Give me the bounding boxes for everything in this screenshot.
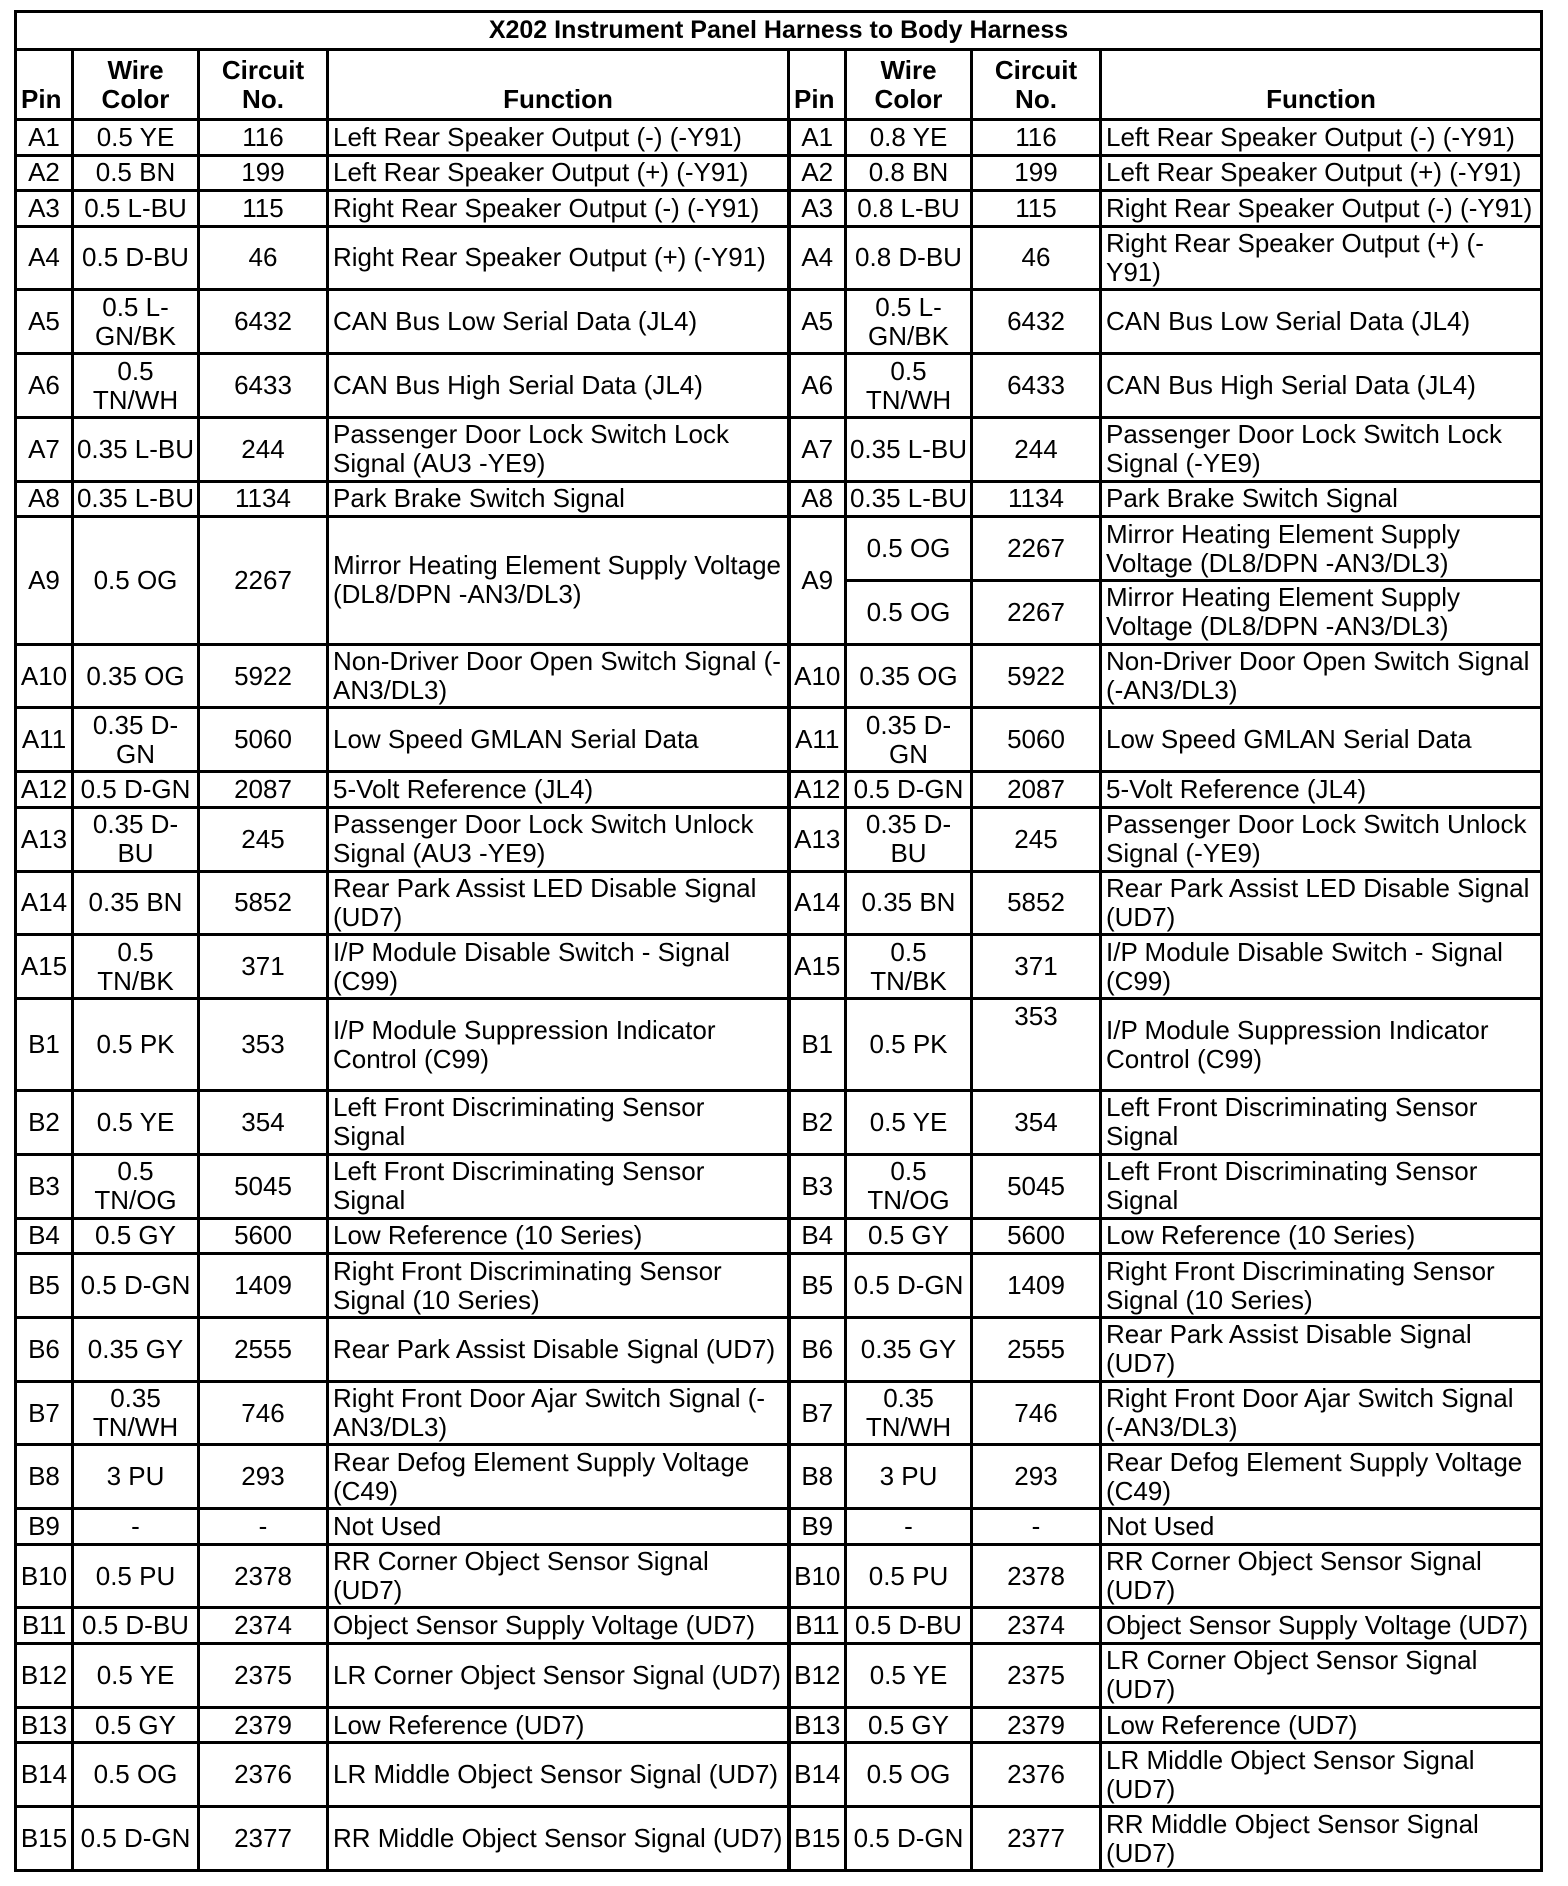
circuit-cell: 2375 xyxy=(199,1644,328,1708)
circuit-cell: 1409 xyxy=(972,1254,1101,1318)
pin-cell: B4 xyxy=(789,1218,846,1254)
wire-color-cell: 0.35 L-BU xyxy=(846,481,972,517)
wire-color-cell: 0.5 D-GN xyxy=(846,772,972,808)
function-cell: I/P Module Disable Switch - Signal (C99) xyxy=(328,935,789,999)
function-cell: Low Speed GMLAN Serial Data xyxy=(328,708,789,772)
circuit-cell: 6432 xyxy=(199,290,328,354)
wire-color-cell: 0.8 YE xyxy=(846,120,972,156)
wire-color-cell: 0.35 L-BU xyxy=(846,417,972,481)
header-function-label: Function xyxy=(503,84,613,114)
pin-cell: A9 xyxy=(16,517,73,645)
pin-cell: A14 xyxy=(789,871,846,935)
function-cell: Left Front Discriminating Sensor Signal xyxy=(328,1091,789,1155)
wire-color-cell: 0.5 D-GN xyxy=(846,1807,972,1871)
wire-color-cell: 0.5 L-GN/BK xyxy=(846,290,972,354)
wire-color-cell: 0.5 OG xyxy=(846,580,972,644)
pin-cell: B1 xyxy=(16,999,73,1091)
pin-cell: B2 xyxy=(16,1091,73,1155)
table-row xyxy=(16,1091,1542,1155)
circuit-cell: 1409 xyxy=(199,1254,328,1318)
table-row xyxy=(16,417,1542,481)
pin-cell: B1 xyxy=(789,999,846,1091)
circuit-cell: - xyxy=(199,1509,328,1545)
wire-color-cell: 0.5 L-GN/BK xyxy=(73,290,199,354)
header-pin xyxy=(16,50,73,120)
function-cell: Left Front Discriminating Sensor Signal xyxy=(1101,1091,1542,1155)
circuit-cell: 2378 xyxy=(972,1544,1101,1608)
circuit-cell: 115 xyxy=(199,191,328,227)
pin-cell: B5 xyxy=(16,1254,73,1318)
table-row xyxy=(16,1154,1542,1218)
circuit-cell: 354 xyxy=(199,1091,328,1155)
wire-color-cell: 0.5 PU xyxy=(73,1544,199,1608)
function-cell: Passenger Door Lock Switch Unlock Signal (-YE9) xyxy=(1101,807,1542,871)
wire-color-cell: 0.5 PU xyxy=(846,1544,972,1608)
function-cell: CAN Bus High Serial Data (JL4) xyxy=(328,354,789,418)
function-cell: Left Front Discriminating Sensor Signal xyxy=(328,1154,789,1218)
pin-cell: A10 xyxy=(789,644,846,708)
table-row xyxy=(16,354,1542,418)
pin-cell: B3 xyxy=(16,1154,73,1218)
pin-cell: A1 xyxy=(789,120,846,156)
function-cell: Right Front Door Ajar Switch Signal (-AN3/DL3) xyxy=(328,1381,789,1445)
circuit-cell: 46 xyxy=(199,226,328,290)
pin-cell: B2 xyxy=(789,1091,846,1155)
circuit-cell: 371 xyxy=(972,935,1101,999)
function-cell: Rear Park Assist LED Disable Signal (UD7) xyxy=(1101,871,1542,935)
table-row xyxy=(16,1254,1542,1318)
pin-cell: B14 xyxy=(789,1743,846,1807)
circuit-cell: 6433 xyxy=(199,354,328,418)
header-pin-label: Pin xyxy=(21,84,62,114)
wire-color-cell: 0.35 TN/WH xyxy=(73,1381,199,1445)
wire-color-cell: 0.5 D-BU xyxy=(73,226,199,290)
wire-color-cell: 0.5 OG xyxy=(73,1743,199,1807)
circuit-cell: 2555 xyxy=(972,1317,1101,1381)
header-wire-color xyxy=(846,50,972,120)
function-cell: Rear Park Assist Disable Signal (UD7) xyxy=(328,1317,789,1381)
table-row xyxy=(16,772,1542,808)
circuit-cell: 371 xyxy=(199,935,328,999)
function-cell: Mirror Heating Element Supply Voltage (DL8/DPN -AN3/DL3) xyxy=(328,517,789,645)
header-wire-label-1: Wire xyxy=(880,55,937,85)
table-row xyxy=(16,1743,1542,1807)
pin-cell: B7 xyxy=(789,1381,846,1445)
wire-color-cell: 0.35 TN/WH xyxy=(846,1381,972,1445)
circuit-cell: 6432 xyxy=(972,290,1101,354)
pin-cell: A10 xyxy=(16,644,73,708)
pinout-rows xyxy=(16,120,1542,1871)
wire-color-cell: 0.35 OG xyxy=(846,644,972,708)
pin-cell: A13 xyxy=(789,807,846,871)
wire-color-cell: 0.5 D-GN xyxy=(73,1254,199,1318)
circuit-cell: 5922 xyxy=(199,644,328,708)
pin-cell: A4 xyxy=(789,226,846,290)
function-cell: I/P Module Disable Switch - Signal (C99) xyxy=(1101,935,1542,999)
pin-cell: B8 xyxy=(789,1445,846,1509)
pin-cell: A1 xyxy=(16,120,73,156)
wire-color-cell: 0.5 D-BU xyxy=(846,1608,972,1644)
function-cell: Park Brake Switch Signal xyxy=(328,481,789,517)
header-wire-label-2: Color xyxy=(874,84,943,114)
function-cell: Object Sensor Supply Voltage (UD7) xyxy=(328,1608,789,1644)
circuit-cell: 245 xyxy=(199,807,328,871)
table-row xyxy=(16,120,1542,156)
function-cell: Right Rear Speaker Output (-) (-Y91) xyxy=(1101,191,1542,227)
function-cell: LR Middle Object Sensor Signal (UD7) xyxy=(328,1743,789,1807)
wire-color-cell: 0.5 GY xyxy=(73,1707,199,1743)
pin-cell: B10 xyxy=(789,1544,846,1608)
pin-cell: B13 xyxy=(789,1707,846,1743)
table-row xyxy=(16,481,1542,517)
pin-cell: A11 xyxy=(789,708,846,772)
circuit-cell: 293 xyxy=(972,1445,1101,1509)
pin-cell: B5 xyxy=(789,1254,846,1318)
pin-cell: A12 xyxy=(789,772,846,808)
pin-cell: A3 xyxy=(16,191,73,227)
table-row xyxy=(16,1807,1542,1871)
function-cell: Passenger Door Lock Switch Lock Signal (-YE9) xyxy=(1101,417,1542,481)
wire-color-cell: 0.5 OG xyxy=(73,517,199,645)
wire-color-cell: 0.5 TN/BK xyxy=(846,935,972,999)
pin-cell: B9 xyxy=(789,1509,846,1545)
pin-cell: A6 xyxy=(789,354,846,418)
pin-cell: B9 xyxy=(16,1509,73,1545)
pin-cell: A4 xyxy=(16,226,73,290)
circuit-cell: 1134 xyxy=(199,481,328,517)
wire-color-cell: 0.5 PK xyxy=(846,999,972,1091)
circuit-cell: 245 xyxy=(972,807,1101,871)
pin-cell: A5 xyxy=(789,290,846,354)
pin-cell: A3 xyxy=(789,191,846,227)
function-cell: Right Front Discriminating Sensor Signal (10 Series) xyxy=(1101,1254,1542,1318)
function-cell: Rear Park Assist LED Disable Signal (UD7) xyxy=(328,871,789,935)
circuit-cell: 1134 xyxy=(972,481,1101,517)
wire-color-cell: 0.5 D-GN xyxy=(846,1254,972,1318)
wire-color-cell: 0.5 YE xyxy=(846,1644,972,1708)
circuit-cell: 354 xyxy=(972,1091,1101,1155)
circuit-cell: 2087 xyxy=(199,772,328,808)
circuit-cell: 116 xyxy=(972,120,1101,156)
circuit-cell: 5600 xyxy=(199,1218,328,1254)
wire-color-cell: 0.35 D-BU xyxy=(846,807,972,871)
table-row xyxy=(16,1608,1542,1644)
function-cell: Rear Defog Element Supply Voltage (C49) xyxy=(328,1445,789,1509)
wire-color-cell: 0.5 OG xyxy=(846,517,972,581)
function-cell: Right Rear Speaker Output (+) (-Y91) xyxy=(1101,226,1542,290)
table-row xyxy=(16,1317,1542,1381)
pin-cell: A14 xyxy=(16,871,73,935)
pin-cell: B11 xyxy=(16,1608,73,1644)
function-cell: Rear Park Assist Disable Signal (UD7) xyxy=(1101,1317,1542,1381)
pin-cell: B12 xyxy=(16,1644,73,1708)
header-pin-label: Pin xyxy=(794,84,835,114)
wire-color-cell: 0.5 YE xyxy=(846,1091,972,1155)
circuit-cell: 2378 xyxy=(199,1544,328,1608)
function-cell: Left Rear Speaker Output (+) (-Y91) xyxy=(328,155,789,191)
header-circuit-label-1: Circuit xyxy=(221,55,305,85)
function-cell: Park Brake Switch Signal xyxy=(1101,481,1542,517)
table-row xyxy=(16,226,1542,290)
pin-cell: B12 xyxy=(789,1644,846,1708)
function-cell: Low Speed GMLAN Serial Data xyxy=(1101,708,1542,772)
function-cell: Left Rear Speaker Output (-) (-Y91) xyxy=(328,120,789,156)
table-row xyxy=(16,1509,1542,1545)
function-cell: Mirror Heating Element Supply Voltage (DL8/DPN -AN3/DL3) xyxy=(1101,580,1542,644)
pin-cell: A7 xyxy=(16,417,73,481)
table-row xyxy=(16,517,1542,581)
function-cell: Passenger Door Lock Switch Lock Signal (AU3 -YE9) xyxy=(328,417,789,481)
wire-color-cell: 0.5 L-BU xyxy=(73,191,199,227)
function-cell: Low Reference (10 Series) xyxy=(328,1218,789,1254)
wire-color-cell: 0.5 D-BU xyxy=(73,1608,199,1644)
circuit-cell: 115 xyxy=(972,191,1101,227)
pin-cell: A7 xyxy=(789,417,846,481)
circuit-cell: 244 xyxy=(972,417,1101,481)
pin-cell: B13 xyxy=(16,1707,73,1743)
table-row xyxy=(16,999,1542,1091)
pin-cell: A13 xyxy=(16,807,73,871)
function-cell: Non-Driver Door Open Switch Signal (-AN3/DL3) xyxy=(328,644,789,708)
pin-cell: B11 xyxy=(789,1608,846,1644)
wire-color-cell: 0.35 L-BU xyxy=(73,417,199,481)
header-circuit-label-2: No. xyxy=(1015,84,1057,114)
pin-cell: B7 xyxy=(16,1381,73,1445)
pin-cell: B4 xyxy=(16,1218,73,1254)
wire-color-cell: 0.5 TN/OG xyxy=(73,1154,199,1218)
function-cell: LR Corner Object Sensor Signal (UD7) xyxy=(1101,1644,1542,1708)
function-cell: Left Rear Speaker Output (-) (-Y91) xyxy=(1101,120,1542,156)
wire-color-cell: 0.5 GY xyxy=(73,1218,199,1254)
pin-cell: B15 xyxy=(16,1807,73,1871)
table-row xyxy=(16,1445,1542,1509)
wire-color-cell: 0.5 TN/BK xyxy=(73,935,199,999)
wire-color-cell: 0.5 D-GN xyxy=(73,772,199,808)
circuit-cell: 2374 xyxy=(199,1608,328,1644)
circuit-cell: 199 xyxy=(199,155,328,191)
function-cell: Right Rear Speaker Output (-) (-Y91) xyxy=(328,191,789,227)
circuit-cell: 2377 xyxy=(199,1807,328,1871)
wire-color-cell: 0.5 YE xyxy=(73,1091,199,1155)
function-cell: Passenger Door Lock Switch Unlock Signal (AU3 -YE9) xyxy=(328,807,789,871)
function-cell: Left Rear Speaker Output (+) (-Y91) xyxy=(1101,155,1542,191)
circuit-cell: 2087 xyxy=(972,772,1101,808)
wire-color-cell: 3 PU xyxy=(846,1445,972,1509)
wire-color-cell: 0.5 TN/OG xyxy=(846,1154,972,1218)
circuit-cell: - xyxy=(972,1509,1101,1545)
function-cell: CAN Bus Low Serial Data (JL4) xyxy=(1101,290,1542,354)
table-row xyxy=(16,155,1542,191)
header-circuit-no xyxy=(199,50,328,120)
function-cell: Right Front Discriminating Sensor Signal (10 Series) xyxy=(328,1254,789,1318)
pin-cell: A15 xyxy=(16,935,73,999)
header-wire-color xyxy=(73,50,199,120)
function-cell: I/P Module Suppression Indicator Control (C99) xyxy=(328,999,789,1091)
pin-cell: B8 xyxy=(16,1445,73,1509)
function-cell: CAN Bus Low Serial Data (JL4) xyxy=(328,290,789,354)
wire-color-cell: 0.5 PK xyxy=(73,999,199,1091)
wire-color-cell: 0.35 D-GN xyxy=(73,708,199,772)
connector-pinout-table xyxy=(14,10,1543,1872)
pin-cell: B3 xyxy=(789,1154,846,1218)
circuit-cell: 2267 xyxy=(972,517,1101,581)
wire-color-cell: 0.35 D-GN xyxy=(846,708,972,772)
table-row xyxy=(16,1381,1542,1445)
function-cell: Not Used xyxy=(328,1509,789,1545)
function-cell: Object Sensor Supply Voltage (UD7) xyxy=(1101,1608,1542,1644)
wire-color-cell: 0.35 GY xyxy=(73,1317,199,1381)
header-function xyxy=(328,50,789,120)
wire-color-cell: 0.5 D-GN xyxy=(73,1807,199,1871)
circuit-cell: 199 xyxy=(972,155,1101,191)
table-row xyxy=(16,191,1542,227)
circuit-cell: 116 xyxy=(199,120,328,156)
circuit-cell: 746 xyxy=(199,1381,328,1445)
pin-cell: A2 xyxy=(789,155,846,191)
table-row xyxy=(16,1707,1542,1743)
wire-color-cell: 0.5 BN xyxy=(73,155,199,191)
function-cell: Mirror Heating Element Supply Voltage (DL8/DPN -AN3/DL3) xyxy=(1101,517,1542,581)
wire-color-cell: 0.35 GY xyxy=(846,1317,972,1381)
wire-color-cell: 3 PU xyxy=(73,1445,199,1509)
circuit-cell: 2379 xyxy=(972,1707,1101,1743)
function-cell: I/P Module Suppression Indicator Control (C99) xyxy=(1101,999,1542,1091)
circuit-cell: 2555 xyxy=(199,1317,328,1381)
wire-color-cell: - xyxy=(73,1509,199,1545)
circuit-cell: 2379 xyxy=(199,1707,328,1743)
function-cell: 5-Volt Reference (JL4) xyxy=(1101,772,1542,808)
wire-color-cell: 0.5 TN/WH xyxy=(846,354,972,418)
circuit-cell: 5060 xyxy=(972,708,1101,772)
circuit-cell: 293 xyxy=(199,1445,328,1509)
function-cell: RR Corner Object Sensor Signal (UD7) xyxy=(328,1544,789,1608)
circuit-cell: 353 xyxy=(199,999,328,1091)
function-cell: Low Reference (UD7) xyxy=(328,1707,789,1743)
function-cell: Low Reference (UD7) xyxy=(1101,1707,1542,1743)
wire-color-cell: 0.35 OG xyxy=(73,644,199,708)
function-cell: Right Front Door Ajar Switch Signal (-AN3/DL3) xyxy=(1101,1381,1542,1445)
circuit-cell: 5852 xyxy=(199,871,328,935)
circuit-cell: 2374 xyxy=(972,1608,1101,1644)
function-cell: Non-Driver Door Open Switch Signal (-AN3/DL3) xyxy=(1101,644,1542,708)
table-row xyxy=(16,644,1542,708)
table-row xyxy=(16,935,1542,999)
wire-color-cell: 0.8 BN xyxy=(846,155,972,191)
function-cell: RR Corner Object Sensor Signal (UD7) xyxy=(1101,1544,1542,1608)
function-cell: LR Middle Object Sensor Signal (UD7) xyxy=(1101,1743,1542,1807)
pin-cell: A8 xyxy=(789,481,846,517)
function-cell: Low Reference (10 Series) xyxy=(1101,1218,1542,1254)
pin-cell: B14 xyxy=(16,1743,73,1807)
function-cell: CAN Bus High Serial Data (JL4) xyxy=(1101,354,1542,418)
wire-color-cell: 0.5 GY xyxy=(846,1218,972,1254)
function-cell: Right Rear Speaker Output (+) (-Y91) xyxy=(328,226,789,290)
wire-color-cell: 0.35 BN xyxy=(846,871,972,935)
circuit-cell: 353 xyxy=(972,999,1101,1091)
header-circuit-label-1: Circuit xyxy=(994,55,1078,85)
function-cell: LR Corner Object Sensor Signal (UD7) xyxy=(328,1644,789,1708)
header-function xyxy=(1101,50,1542,120)
table-row xyxy=(16,1644,1542,1708)
header-circuit-label-2: No. xyxy=(242,84,284,114)
circuit-cell: 5045 xyxy=(972,1154,1101,1218)
header-pin xyxy=(789,50,846,120)
pin-cell: A11 xyxy=(16,708,73,772)
pin-cell: A2 xyxy=(16,155,73,191)
function-cell: RR Middle Object Sensor Signal (UD7) xyxy=(1101,1807,1542,1871)
table-row xyxy=(16,290,1542,354)
circuit-cell: 6433 xyxy=(972,354,1101,418)
header-wire-label-2: Color xyxy=(101,84,170,114)
circuit-cell: 46 xyxy=(972,226,1101,290)
function-cell: 5-Volt Reference (JL4) xyxy=(328,772,789,808)
pin-cell: B10 xyxy=(16,1544,73,1608)
table-title: X202 Instrument Panel Harness to Body Harness xyxy=(16,12,1542,50)
pin-cell: A12 xyxy=(16,772,73,808)
pin-cell: A6 xyxy=(16,354,73,418)
wire-color-cell: 0.35 L-BU xyxy=(73,481,199,517)
pin-cell: A5 xyxy=(16,290,73,354)
circuit-cell: 2267 xyxy=(972,580,1101,644)
wire-color-cell: 0.8 D-BU xyxy=(846,226,972,290)
wire-color-cell: 0.35 BN xyxy=(73,871,199,935)
circuit-cell: 5600 xyxy=(972,1218,1101,1254)
wire-color-cell: - xyxy=(846,1509,972,1545)
circuit-cell: 2376 xyxy=(972,1743,1101,1807)
circuit-cell: 5060 xyxy=(199,708,328,772)
wire-color-cell: 0.5 YE xyxy=(73,1644,199,1708)
pin-cell: B6 xyxy=(789,1317,846,1381)
pin-cell: A9 xyxy=(789,517,846,645)
wire-color-cell: 0.5 YE xyxy=(73,120,199,156)
circuit-cell: 2375 xyxy=(972,1644,1101,1708)
circuit-cell: 5045 xyxy=(199,1154,328,1218)
circuit-cell: 244 xyxy=(199,417,328,481)
table-row xyxy=(16,871,1542,935)
wire-color-cell: 0.5 GY xyxy=(846,1707,972,1743)
header-circuit-no xyxy=(972,50,1101,120)
circuit-cell: 2376 xyxy=(199,1743,328,1807)
circuit-cell: 746 xyxy=(972,1381,1101,1445)
function-cell: Left Front Discriminating Sensor Signal xyxy=(1101,1154,1542,1218)
pin-cell: A8 xyxy=(16,481,73,517)
circuit-cell: 5922 xyxy=(972,644,1101,708)
table-row xyxy=(16,708,1542,772)
function-cell: Rear Defog Element Supply Voltage (C49) xyxy=(1101,1445,1542,1509)
wire-color-cell: 0.8 L-BU xyxy=(846,191,972,227)
header-function-label: Function xyxy=(1266,84,1376,114)
wire-color-cell: 0.35 D-BU xyxy=(73,807,199,871)
table-row xyxy=(16,807,1542,871)
circuit-cell: 2377 xyxy=(972,1807,1101,1871)
circuit-cell: 2267 xyxy=(199,517,328,645)
function-cell: Not Used xyxy=(1101,1509,1542,1545)
pin-cell: B15 xyxy=(789,1807,846,1871)
wire-color-cell: 0.5 OG xyxy=(846,1743,972,1807)
header-wire-label-1: Wire xyxy=(107,55,164,85)
pin-cell: A15 xyxy=(789,935,846,999)
table-row xyxy=(16,1218,1542,1254)
circuit-cell: 5852 xyxy=(972,871,1101,935)
table-row xyxy=(16,1544,1542,1608)
wire-color-cell: 0.5 TN/WH xyxy=(73,354,199,418)
function-cell: RR Middle Object Sensor Signal (UD7) xyxy=(328,1807,789,1871)
pin-cell: B6 xyxy=(16,1317,73,1381)
